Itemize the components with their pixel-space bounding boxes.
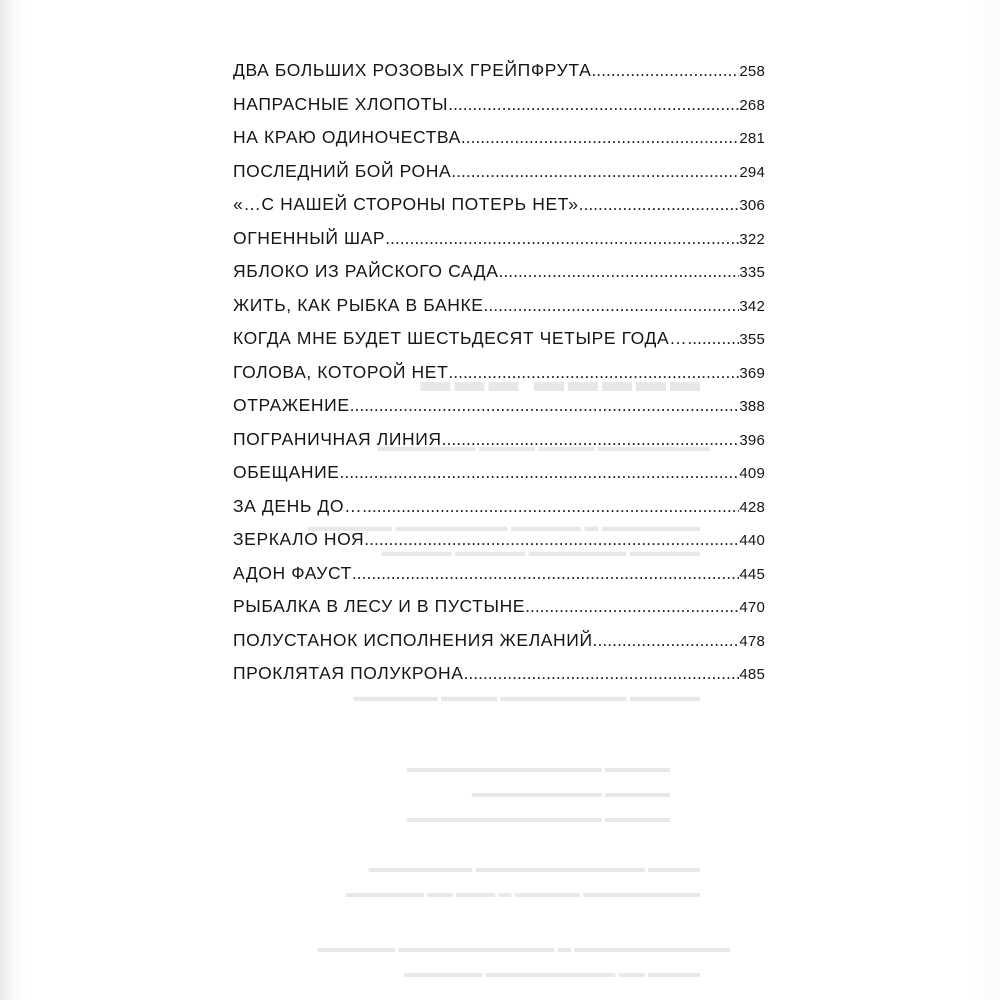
toc-entry-page-number: 396 [739,431,765,449]
toc-entry-title: НАПРАСНЫЕ ХЛОПОТЫ [233,93,449,114]
toc-dot-leader [525,596,739,617]
toc-entry-title: ДВА БОЛЬШИХ РОЗОВЫХ ГРЕЙПФРУТА [233,60,592,80]
toc-entry [233,496,765,530]
toc-entry [233,395,765,429]
toc-entry-title: КОГДА МНЕ БУДЕТ ШЕСТЬДЕСЯТ ЧЕТЫРЕ ГОДА… [233,328,688,348]
toc-entry-title: ЖИТЬ, КАК РЫБКА В БАНКЕ [233,294,484,315]
toc-entry-title: «…С НАШЕЙ СТОРОНЫ ПОТЕРЬ НЕТ» [233,194,579,214]
show-through-text: ▬▬▬▬▬ ▬▬▬ ▬▬▬▬▬▬▬▬ ▬▬▬▬ ▬▬▬▬ ▬▬▬▬▬▬▬ ▬▬▬▬▬▬▬ ▬ ▬▬▬▬▬ ▬▬▬▬▬▬▬▬ ▬▬▬▬▬▬ ▬▬▬▬▬ ▬▬▬▬▬▬▬ ▬▬▬▬▬ ▬▬▬▬▬ ▬▬▬▬▬ ▬▬▬▬▬▬▬▬▬ ▬▬▬▬ ▬▬▬▬▬▬ ▬▬▬▬▬ ▬▬▬▬▬▬▬▬▬▬▬▬▬▬▬ ▬▬▬▬▬ ▬▬▬▬▬▬▬▬▬▬ ▬▬▬▬▬ ▬▬▬▬▬▬▬▬▬▬▬▬▬▬▬ ▬▬▬▬ ▬▬▬▬▬▬▬▬▬▬▬▬▬ ▬▬▬▬▬▬▬▬ ▬▬▬▬▬▬▬▬▬ ▬▬▬▬▬ ▬ ▬▬▬ ▬▬ ▬▬▬▬▬▬ ▬▬▬▬▬▬▬▬▬▬▬▬ ▬ ▬▬▬▬▬▬▬▬▬▬▬▬ ▬▬▬▬▬▬ ▬▬▬▬ ▬▬ ▬▬▬▬▬▬▬▬▬▬ ▬▬▬▬▬▬ [308,365,730,980]
toc-entry-title: ПОСЛЕДНИЙ БОЙ РОНА [233,160,452,181]
toc-entry-title: АДОН ФАУСТ [233,562,352,583]
toc-entry-page-number: 369 [739,364,765,382]
toc-dot-leader [463,663,739,684]
toc-entry-page-number: 294 [739,163,765,181]
toc-entry-title: ОБЕЩАНИЕ [233,462,340,482]
toc-dot-leader [448,94,739,115]
toc-entry [233,362,765,396]
toc-entry-title: ОТРАЖЕНИЕ [233,395,350,415]
toc-entry-page-number: 478 [739,632,765,650]
toc-dot-leader [593,630,740,651]
toc-dot-leader [499,261,740,282]
toc-entry-title: ЯБЛОКО ИЗ РАЙСКОГО САДА [233,261,499,281]
toc-entry [233,228,765,262]
toc-dot-leader [352,563,739,584]
toc-entry [233,60,765,94]
page-gutter-shadow [0,0,14,1000]
toc-entry-page-number: 388 [739,398,765,415]
toc-entry-page-number: 281 [739,130,765,147]
toc-entry-title: НА КРАЮ ОДИНОЧЕСТВА [233,127,461,147]
toc-entry [233,127,765,161]
toc-dot-leader [687,328,739,349]
toc-entry-page-number: 440 [739,532,765,549]
toc-entry-page-number: 485 [739,666,765,683]
toc-dot-leader [362,496,739,517]
toc-entry-title: ПОЛУСТАНОК ИСПОЛНЕНИЯ ЖЕЛАНИЙ [233,629,593,650]
toc-dot-leader [451,161,739,182]
toc-entry-title: РЫБАЛКА В ЛЕСУ И В ПУСТЫНЕ [233,596,526,616]
toc-entry-page-number: 258 [739,63,765,80]
toc-entry [233,630,765,664]
toc-dot-leader [340,462,740,483]
table-of-contents [233,60,765,697]
toc-entry-title: ПОГРАНИЧНАЯ ЛИНИЯ [233,428,442,449]
toc-dot-leader [484,295,740,316]
toc-entry-page-number: 445 [739,565,765,583]
toc-entry [233,596,765,630]
toc-dot-leader [364,529,739,550]
toc-entry-page-number: 470 [739,599,765,616]
toc-entry [233,663,765,697]
toc-entry-title: ЗА ДЕНЬ ДО… [233,495,363,516]
toc-entry [233,94,765,128]
toc-entry-page-number: 322 [739,230,765,248]
toc-dot-leader [591,60,739,81]
toc-entry-page-number: 342 [739,297,765,315]
toc-entry-title: ЗЕРКАЛО НОЯ [233,529,365,549]
toc-entry [233,529,765,563]
toc-entry-page-number: 306 [739,197,765,214]
toc-entry-title: ПРОКЛЯТАЯ ПОЛУКРОНА [233,663,464,683]
toc-entry-page-number: 428 [739,498,765,516]
toc-entry [233,261,765,295]
toc-entry [233,429,765,463]
toc-entry [233,563,765,597]
toc-entry-page-number: 409 [739,465,765,482]
toc-entry-page-number: 355 [739,331,765,348]
toc-dot-leader [442,429,740,450]
toc-dot-leader [385,228,739,249]
toc-dot-leader [448,362,739,383]
toc-entry [233,328,765,362]
toc-dot-leader [461,127,740,148]
toc-entry-page-number: 335 [739,264,765,281]
toc-dot-leader [350,395,740,416]
toc-entry [233,161,765,195]
toc-entry-page-number: 268 [739,96,765,114]
toc-entry [233,462,765,496]
toc-entry [233,295,765,329]
toc-entry [233,194,765,228]
toc-entry-title: ГОЛОВА, КОТОРОЙ НЕТ [233,361,449,382]
toc-entry-title: ОГНЕННЫЙ ШАР [233,227,386,248]
toc-dot-leader [579,194,740,215]
